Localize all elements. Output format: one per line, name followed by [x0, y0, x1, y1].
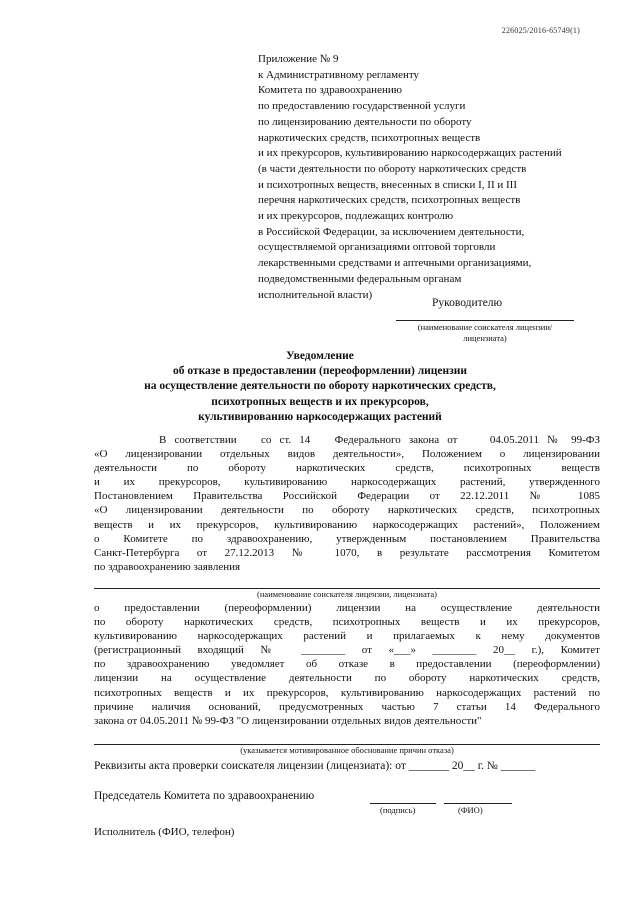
- paragraph-line: Постановлением Правительства Российской Федерации от 22.12.2011 № 1085: [94, 490, 600, 503]
- appendix-line: (в части деятельности по обороту наркотических средств: [258, 162, 527, 175]
- fio-line: [444, 803, 512, 804]
- document-title: [100, 349, 540, 425]
- appendix-line: к Административному регламенту: [258, 68, 420, 81]
- appendix-line: Комитета по здравоохранению: [258, 84, 402, 97]
- signature-caption: (подпись): [380, 805, 416, 815]
- paragraph-line: «О лицензировании деятельности по обороту наркотических средств, психотропных: [94, 504, 600, 517]
- paragraph-refusal: [94, 601, 600, 728]
- paragraph-line: и их прекурсоров, культивированию наркосодержащих растений, утвержденного: [94, 476, 600, 489]
- paragraph-line: веществ и их прекурсоров, культивированию наркосодержащих растений», Положением: [94, 518, 600, 531]
- fio-caption: (ФИО): [458, 805, 483, 815]
- inspection-requisites: Реквизиты акта проверки соискателя лицензии (лицензиата): от _______ 20__ г. № ______: [94, 760, 536, 772]
- signature-line: [370, 803, 436, 804]
- paragraph-line: о Комитете по здравоохранению, утвержденным постановлением Правительства: [94, 532, 600, 545]
- appendix-line: в Российской Федерации, за исключением деятельности,: [258, 225, 525, 238]
- appendix-line: наркотических средств, психотропных веществ: [258, 131, 481, 144]
- appendix-header: [258, 52, 588, 303]
- paragraph-line: причине наличия оснований, предусмотренных частью 7 статьи 14 Федерального: [94, 700, 600, 713]
- appendix-line: лекарственными средствами и аптечными организациями,: [258, 257, 532, 270]
- paragraph-line: психотропных веществ и их прекурсоров, культивированию наркосодержащих растений по: [94, 686, 600, 699]
- appendix-line: по предоставлению государственной услуги: [258, 100, 466, 113]
- title-line: культивированию наркосодержащих растений: [198, 410, 442, 423]
- paragraph-line: закона от 04.05.2011 № 99-ФЗ "О лицензировании отдельных видов деятельности": [94, 714, 482, 727]
- paragraph-line: деятельности по обороту наркотических средств, психотропных веществ: [94, 462, 600, 475]
- chairman-title: Председатель Комитета по здравоохранению: [94, 790, 315, 802]
- executor-line: Исполнитель (ФИО, телефон): [94, 826, 235, 838]
- recipient-label: Руководителю: [432, 297, 503, 309]
- title-line: на осуществление деятельности по обороту наркотических средств,: [144, 380, 496, 393]
- appendix-line: исполнительной власти): [258, 288, 373, 301]
- paragraph-line: В соответствии со ст. 14 Федерального закона от 04.05.2011 № 99-ФЗ: [94, 434, 600, 446]
- recipient-underline: [396, 320, 574, 321]
- appendix-line: по лицензированию деятельности по обороту: [258, 115, 472, 128]
- appendix-line: подведомственными федеральным органам: [258, 272, 462, 285]
- reason-caption: (указывается мотивированное обоснование причин отказа): [240, 745, 454, 755]
- appendix-line: перечня наркотических средств, психотропных веществ: [258, 194, 521, 207]
- paragraph-line: о предоставлении (переоформлении) лицензии на осуществление деятельности: [94, 602, 600, 614]
- paragraph-line: лицензии на осуществление деятельности по обороту наркотических средств,: [94, 672, 600, 685]
- recipient-caption-line: (наименование соискателя лицензии/: [417, 322, 553, 332]
- paragraph-line: «О лицензировании отдельных видов деятельности», Положением о лицензировании: [94, 448, 600, 461]
- appendix-line: и их прекурсоров, культивированию наркосодержащих растений: [258, 147, 562, 160]
- appendix-line: осуществляемой организациями оптовой торговли: [258, 241, 496, 254]
- appendix-line: и психотропных веществ, внесенных в списки I, II и III: [258, 178, 517, 191]
- recipient-caption-line: лицензиата): [463, 333, 507, 343]
- applicant-caption: (наименование соискателя лицензии, лицензиата): [257, 589, 437, 599]
- title-line: психотропных веществ и их прекурсоров,: [211, 395, 429, 408]
- paragraph-line: культивированию наркосодержащих растений и прилагаемых к нему документов: [94, 630, 600, 643]
- appendix-line: и их прекурсоров, подлежащих контролю: [258, 210, 454, 223]
- paragraph-line: по здравоохранению заявления: [94, 560, 241, 573]
- document-id: 226025/2016-65749(1): [501, 26, 580, 35]
- paragraph-line: по обороту наркотических средств, психотропных веществ и их прекурсоров,: [94, 616, 600, 629]
- paragraph-line: (регистрационный входящий № ________ от «___» ________ 20__ г.), Комитет: [94, 644, 600, 657]
- appendix-line: Приложение № 9: [258, 53, 339, 65]
- paragraph-legal-basis: [94, 433, 600, 574]
- paragraph-line: по здравоохранению уведомляет об отказе в предоставлении (переоформлении): [94, 658, 600, 671]
- title-line: об отказе в предоставлении (переоформлении) лицензии: [172, 365, 468, 378]
- recipient-caption: [392, 322, 578, 344]
- paragraph-line: Санкт-Петербурга от 27.12.2013 № 1070, в результате рассмотрения Комитетом: [94, 546, 600, 559]
- title-line: Уведомление: [286, 350, 354, 362]
